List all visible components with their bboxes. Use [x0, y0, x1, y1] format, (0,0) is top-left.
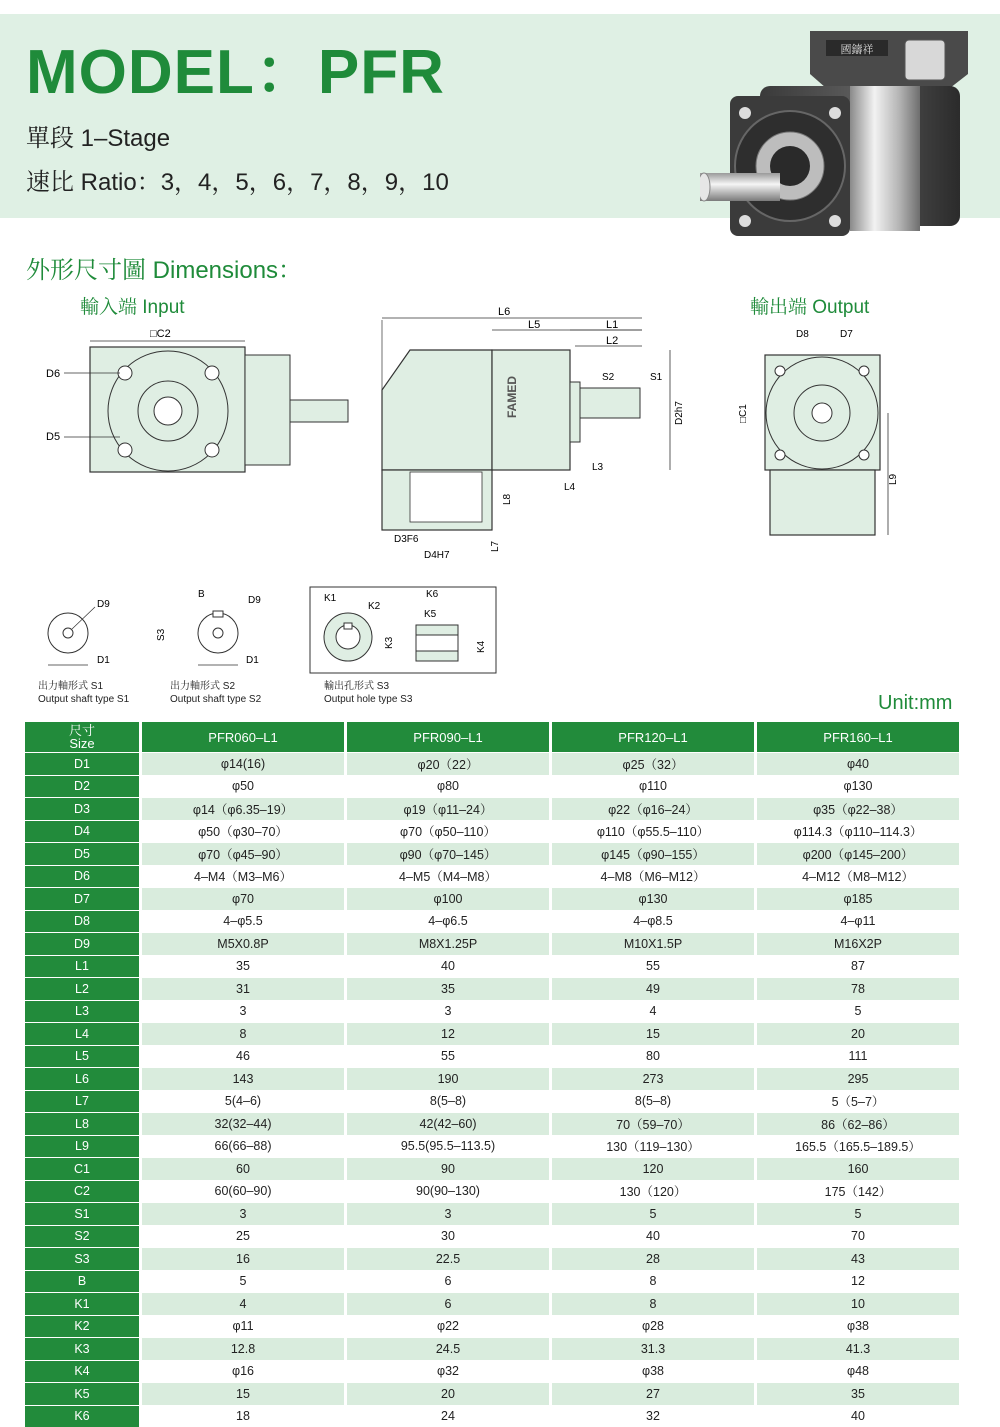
table-cell: 80 [552, 1045, 757, 1068]
table-cell: 12 [757, 1270, 962, 1293]
table-cell: 4–φ5.5 [142, 910, 347, 933]
table-cell: 40 [347, 955, 552, 978]
input-label: 輸入端 Input [80, 292, 185, 319]
table-cell: 8 [552, 1292, 757, 1315]
table-row [25, 1315, 962, 1338]
table-cell: φ40 [757, 752, 962, 775]
table-cell: 20 [347, 1382, 552, 1405]
table-row [25, 1022, 962, 1045]
table-cell: 10 [757, 1292, 962, 1315]
table-cell: 16 [142, 1247, 347, 1270]
row-label: L6 [25, 1067, 142, 1090]
table-cell: 295 [757, 1067, 962, 1090]
table-cell: φ50 [142, 775, 347, 798]
s3-label-k2: K2 [368, 601, 381, 612]
table-cell: 175（142） [757, 1180, 962, 1203]
row-label: D7 [25, 887, 142, 910]
table-cell: φ22 [347, 1315, 552, 1338]
table-cell: 22.5 [347, 1247, 552, 1270]
dim-label-l5: L5 [528, 319, 540, 331]
row-label: B [25, 1270, 142, 1293]
table-cell: 12.8 [142, 1337, 347, 1360]
table-row [25, 1090, 962, 1113]
table-cell: 15 [552, 1022, 757, 1045]
table-cell: 3 [347, 1202, 552, 1225]
table-row [25, 1270, 962, 1293]
table-cell: 6 [347, 1292, 552, 1315]
row-label: D2 [25, 775, 142, 798]
table-cell: M5X0.8P [142, 932, 347, 955]
dim-label-c2: □C2 [150, 328, 171, 340]
dim-label-l3: L3 [592, 462, 604, 473]
table-cell: 5 [552, 1202, 757, 1225]
table-row [25, 1157, 962, 1180]
table-cell: 70 [757, 1225, 962, 1248]
row-label: D3 [25, 797, 142, 820]
table-cell: 32(32–44) [142, 1112, 347, 1135]
dimensions-title: 外形尺寸圖 Dimensions： [26, 250, 302, 285]
row-label: K6 [25, 1405, 142, 1427]
row-label: C2 [25, 1180, 142, 1203]
table-row [25, 1112, 962, 1135]
table-cell: 90(90–130) [347, 1180, 552, 1203]
table-cell: φ38 [757, 1315, 962, 1338]
dim-label-c1: □C1 [738, 404, 749, 423]
table-row [25, 1135, 962, 1158]
table-cell: 31 [142, 977, 347, 1000]
table-cell: 130（120） [552, 1180, 757, 1203]
dim-label-l9: L9 [888, 473, 899, 485]
table-cell: 27 [552, 1382, 757, 1405]
table-row [25, 1292, 962, 1315]
row-label: K3 [25, 1337, 142, 1360]
table-cell: 40 [552, 1225, 757, 1248]
dim-label-l2: L2 [606, 335, 618, 347]
table-row [25, 1360, 962, 1383]
table-row [25, 1337, 962, 1360]
product-image [700, 16, 980, 252]
size-header [25, 722, 142, 752]
row-label: L9 [25, 1135, 142, 1158]
table-row [25, 977, 962, 1000]
table-row [25, 1202, 962, 1225]
s3-label-k5: K5 [424, 609, 437, 620]
ratio-text: 速比 Ratio：3，4，5，6，7，8，9，10 [26, 162, 449, 197]
row-label: K1 [25, 1292, 142, 1315]
table-cell: 160 [757, 1157, 962, 1180]
row-label: L3 [25, 1000, 142, 1023]
dim-label-d6: D6 [46, 368, 60, 380]
s1-caption-en: Output shaft type S1 [38, 693, 129, 706]
table-cell: 70（59–70） [552, 1112, 757, 1135]
row-label: S2 [25, 1225, 142, 1248]
size-header-en: Size [25, 737, 139, 750]
table-cell: 8 [552, 1270, 757, 1293]
dim-label-d4h7: D4H7 [424, 550, 450, 561]
table-row [25, 910, 962, 933]
table-cell: 43 [757, 1247, 962, 1270]
table-cell: 55 [552, 955, 757, 978]
table-cell: 5(4–6) [142, 1090, 347, 1113]
s1-label-d1: D1 [97, 655, 110, 666]
table-cell: 5（5–7） [757, 1090, 962, 1113]
table-cell: 190 [347, 1067, 552, 1090]
dim-label-d2h7: D2h7 [674, 401, 685, 425]
table-cell: 4 [142, 1292, 347, 1315]
table-cell: φ114.3（φ110–114.3） [757, 820, 962, 843]
dim-label-l6: L6 [498, 306, 510, 318]
output-shaft [700, 173, 780, 201]
table-cell: 165.5（165.5–189.5） [757, 1135, 962, 1158]
s3-label-k6: K6 [426, 589, 439, 600]
table-cell: 28 [552, 1247, 757, 1270]
table-cell: φ19（φ11–24） [347, 797, 552, 820]
page-title: MODEL：PFR [26, 22, 445, 111]
table-cell: 4–M4（M3–M6） [142, 865, 347, 888]
s2-label-s3: S3 [156, 628, 167, 641]
table-cell: φ70 [142, 887, 347, 910]
hole-s3-drawing [308, 585, 498, 675]
row-label: C1 [25, 1157, 142, 1180]
table-row [25, 1000, 962, 1023]
table-cell: 66(66–88) [142, 1135, 347, 1158]
table-cell: 60(60–90) [142, 1180, 347, 1203]
table-cell: φ32 [347, 1360, 552, 1383]
table-cell: 30 [347, 1225, 552, 1248]
table-cell: 42(42–60) [347, 1112, 552, 1135]
table-cell: φ14（φ6.35–19） [142, 797, 347, 820]
table-cell: 5 [142, 1270, 347, 1293]
size-header-cn: 尺寸 [25, 724, 139, 737]
table-cell: φ25（32） [552, 752, 757, 775]
table-row [25, 1225, 962, 1248]
row-label: D8 [25, 910, 142, 933]
table-cell: 87 [757, 955, 962, 978]
table-cell: φ28 [552, 1315, 757, 1338]
table-cell: φ70（φ45–90） [142, 842, 347, 865]
table-cell: 4–φ8.5 [552, 910, 757, 933]
s3-label-k1: K1 [324, 593, 337, 604]
table-cell: 5 [757, 1000, 962, 1023]
table-row [25, 1045, 962, 1068]
table-cell: 15 [142, 1382, 347, 1405]
output-end-drawing [730, 325, 900, 545]
s3-caption-en: Output hole type S3 [324, 693, 412, 706]
table-cell: 4–M8（M6–M12） [552, 865, 757, 888]
column-header: PFR090–L1 [347, 722, 552, 752]
table-cell: 46 [142, 1045, 347, 1068]
side-view-drawing [370, 300, 700, 565]
dim-label-d8: D8 [796, 329, 809, 340]
table-cell: φ90（φ70–145） [347, 842, 552, 865]
output-label: 輸出端 Output [750, 292, 869, 319]
table-row [25, 1180, 962, 1203]
table-cell: 31.3 [552, 1337, 757, 1360]
table-cell: M8X1.25P [347, 932, 552, 955]
table-cell: φ48 [757, 1360, 962, 1383]
table-cell: φ35（φ22–38） [757, 797, 962, 820]
brand-text: FAMED [505, 376, 519, 418]
table-cell: 8 [142, 1022, 347, 1045]
dim-label-l1: L1 [606, 319, 618, 331]
table-cell: φ80 [347, 775, 552, 798]
row-label: D6 [25, 865, 142, 888]
dim-label-d5: D5 [46, 431, 60, 443]
table-cell: φ185 [757, 887, 962, 910]
table-cell: φ70（φ50–110） [347, 820, 552, 843]
table-row [25, 842, 962, 865]
row-label: D4 [25, 820, 142, 843]
s3-label-k3: K3 [384, 636, 395, 649]
row-label: L8 [25, 1112, 142, 1135]
table-row [25, 1247, 962, 1270]
row-label: K2 [25, 1315, 142, 1338]
table-cell: 60 [142, 1157, 347, 1180]
column-header: PFR160–L1 [757, 722, 962, 752]
table-cell: 24 [347, 1405, 552, 1427]
table-cell: φ22（φ16–24） [552, 797, 757, 820]
table-cell: 95.5(95.5–113.5) [347, 1135, 552, 1158]
dim-label-s2: S2 [602, 372, 615, 383]
row-label: D9 [25, 932, 142, 955]
table-cell: φ130 [552, 887, 757, 910]
row-label: K5 [25, 1382, 142, 1405]
table-cell: φ38 [552, 1360, 757, 1383]
table-cell: 273 [552, 1067, 757, 1090]
dim-label-s1: S1 [650, 372, 663, 383]
table-cell: 4–φ6.5 [347, 910, 552, 933]
dim-label-l7: L7 [490, 540, 501, 552]
s2-label-d1: D1 [246, 655, 259, 666]
table-cell: 35 [142, 955, 347, 978]
row-label: L1 [25, 955, 142, 978]
input-end-drawing [40, 325, 360, 485]
table-cell: 40 [757, 1405, 962, 1427]
column-header: PFR120–L1 [552, 722, 757, 752]
table-cell: 20 [757, 1022, 962, 1045]
table-cell: φ16 [142, 1360, 347, 1383]
table-cell: 18 [142, 1405, 347, 1427]
table-cell: φ200（φ145–200） [757, 842, 962, 865]
table-cell: φ14(16) [142, 752, 347, 775]
table-cell: φ130 [757, 775, 962, 798]
dim-label-d3f6: D3F6 [394, 534, 419, 545]
table-row [25, 932, 962, 955]
table-cell: M10X1.5P [552, 932, 757, 955]
row-label: L2 [25, 977, 142, 1000]
table-cell: 5 [757, 1202, 962, 1225]
s3-caption-cn: 輸出孔形式 S3 [324, 680, 412, 693]
table-cell: 8(5–8) [552, 1090, 757, 1113]
table-row [25, 955, 962, 978]
dim-label-l4: L4 [564, 482, 576, 493]
table-cell: 49 [552, 977, 757, 1000]
table-row [25, 887, 962, 910]
table-row [25, 1405, 962, 1427]
table-cell: 35 [347, 977, 552, 1000]
table-row [25, 1382, 962, 1405]
table-row [25, 775, 962, 798]
row-label: D1 [25, 752, 142, 775]
table-cell: φ20（22） [347, 752, 552, 775]
table-cell: 6 [347, 1270, 552, 1293]
table-cell: 41.3 [757, 1337, 962, 1360]
dim-label-d7: D7 [840, 329, 853, 340]
table-cell: 3 [347, 1000, 552, 1023]
table-cell: M16X2P [757, 932, 962, 955]
row-label: D5 [25, 842, 142, 865]
table-cell: φ50（φ30–70） [142, 820, 347, 843]
shaft-s1-drawing [40, 595, 130, 675]
s2-label-b: B [198, 589, 205, 600]
table-cell: φ110（φ55.5–110） [552, 820, 757, 843]
table-cell: 3 [142, 1202, 347, 1225]
s2-label-d9: D9 [248, 595, 261, 606]
table-cell: 12 [347, 1022, 552, 1045]
stage-text: 單段 1–Stage [26, 118, 170, 153]
spec-table-body [25, 752, 962, 1427]
row-label: L7 [25, 1090, 142, 1113]
s1-caption-cn: 出力軸形式 S1 [38, 680, 129, 693]
table-header-row [25, 722, 962, 752]
shaft-s2-drawing [150, 585, 270, 675]
table-cell: φ100 [347, 887, 552, 910]
table-cell: φ11 [142, 1315, 347, 1338]
table-cell: 4–M5（M4–M8） [347, 865, 552, 888]
table-cell: 4–M12（M8–M12） [757, 865, 962, 888]
row-label: K4 [25, 1360, 142, 1383]
table-cell: 86（62–86） [757, 1112, 962, 1135]
row-label: S3 [25, 1247, 142, 1270]
row-label: L5 [25, 1045, 142, 1068]
table-row [25, 865, 962, 888]
table-cell: 143 [142, 1067, 347, 1090]
table-cell: φ110 [552, 775, 757, 798]
table-cell: 4 [552, 1000, 757, 1023]
table-cell: 24.5 [347, 1337, 552, 1360]
s3-label-k4: K4 [476, 640, 487, 653]
dim-label-l8: L8 [502, 493, 513, 505]
table-cell: 120 [552, 1157, 757, 1180]
product-logo-text: 國鑄祥 [841, 42, 874, 56]
table-cell: 4–φ11 [757, 910, 962, 933]
table-cell: 78 [757, 977, 962, 1000]
table-cell: 55 [347, 1045, 552, 1068]
table-cell: 111 [757, 1045, 962, 1068]
table-row [25, 820, 962, 843]
spec-table [25, 722, 962, 1427]
unit-label: Unit:mm [878, 692, 952, 715]
table-cell: φ145（φ90–155） [552, 842, 757, 865]
table-cell: 90 [347, 1157, 552, 1180]
table-cell: 130（119–130） [552, 1135, 757, 1158]
s1-label-d9: D9 [97, 599, 110, 610]
table-cell: 32 [552, 1405, 757, 1427]
table-cell: 25 [142, 1225, 347, 1248]
row-label: S1 [25, 1202, 142, 1225]
table-row [25, 1067, 962, 1090]
s2-caption-cn: 出力軸形式 S2 [170, 680, 261, 693]
column-header: PFR060–L1 [142, 722, 347, 752]
table-row [25, 797, 962, 820]
table-cell: 3 [142, 1000, 347, 1023]
row-label: L4 [25, 1022, 142, 1045]
table-row [25, 752, 962, 775]
table-cell: 35 [757, 1382, 962, 1405]
table-cell: 8(5–8) [347, 1090, 552, 1113]
s2-caption-en: Output shaft type S2 [170, 693, 261, 706]
